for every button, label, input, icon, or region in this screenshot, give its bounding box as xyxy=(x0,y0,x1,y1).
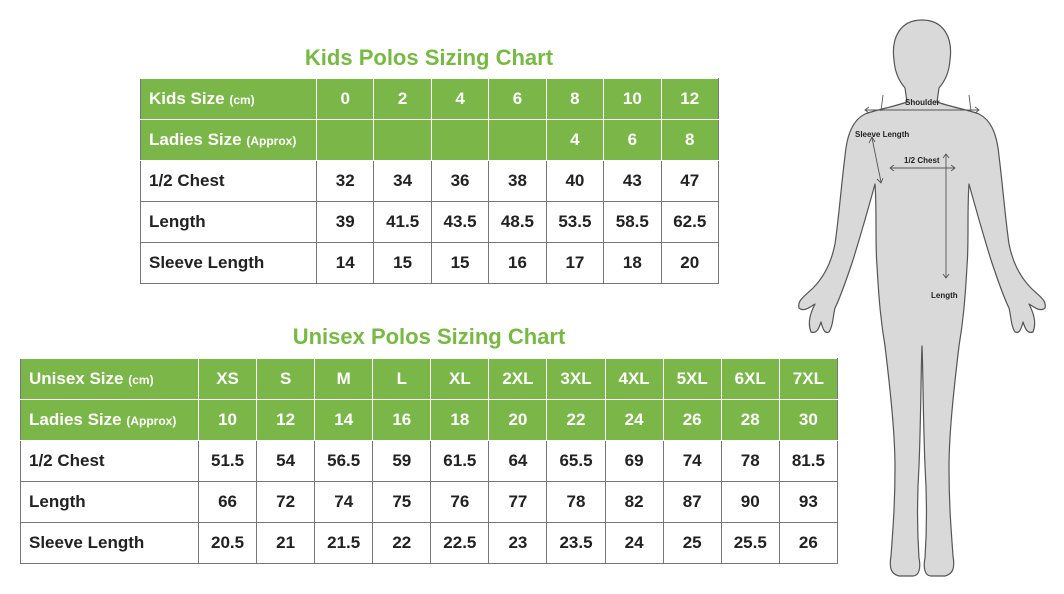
table-cell: 12 xyxy=(257,400,315,441)
table-cell: 43 xyxy=(604,161,661,202)
table-cell: 43.5 xyxy=(431,202,488,243)
table-cell: 34 xyxy=(374,161,431,202)
table-cell: 24 xyxy=(605,523,663,564)
table-cell: S xyxy=(257,359,315,400)
table-row xyxy=(21,359,838,400)
table-cell: 8 xyxy=(661,120,718,161)
table-row xyxy=(21,441,838,482)
table-cell: 23 xyxy=(489,523,547,564)
row-label-unit: (Approx) xyxy=(126,414,177,428)
row-label xyxy=(141,120,317,161)
table-row xyxy=(141,161,719,202)
row-label-text: Length xyxy=(149,212,206,231)
table-cell: 65.5 xyxy=(547,441,605,482)
table-cell: 72 xyxy=(257,482,315,523)
row-label-text: Kids Size xyxy=(149,89,225,108)
table-cell: 2 xyxy=(374,79,431,120)
unisex-sizing-table xyxy=(20,358,838,564)
table-cell: 22.5 xyxy=(431,523,489,564)
table-cell: XL xyxy=(431,359,489,400)
row-label-unit: (cm) xyxy=(128,373,154,387)
row-label xyxy=(21,523,199,564)
table-cell: 74 xyxy=(315,482,373,523)
table-cell: 30 xyxy=(779,400,837,441)
table-cell: 38 xyxy=(489,161,546,202)
table-cell: 20 xyxy=(489,400,547,441)
table-cell: 15 xyxy=(431,243,488,284)
row-label xyxy=(141,161,317,202)
table-cell: 5XL xyxy=(663,359,721,400)
table-cell: 22 xyxy=(547,400,605,441)
table-cell: 3XL xyxy=(547,359,605,400)
table-cell: 59 xyxy=(373,441,431,482)
table-cell: 10 xyxy=(604,79,661,120)
table-cell: 69 xyxy=(605,441,663,482)
table-cell: 12 xyxy=(661,79,718,120)
table-cell: 36 xyxy=(431,161,488,202)
table-cell: 2XL xyxy=(489,359,547,400)
table-cell: 32 xyxy=(317,161,374,202)
table-cell: 78 xyxy=(721,441,779,482)
row-label-unit: (Approx) xyxy=(246,134,297,148)
table-cell: 26 xyxy=(779,523,837,564)
table-cell: 21.5 xyxy=(315,523,373,564)
table-cell: 78 xyxy=(547,482,605,523)
table-cell: 75 xyxy=(373,482,431,523)
kids-chart-title: Kids Polos Sizing Chart xyxy=(304,45,554,70)
row-label-text: Length xyxy=(29,492,86,511)
table-cell: 93 xyxy=(779,482,837,523)
table-cell: 6XL xyxy=(721,359,779,400)
table-cell xyxy=(489,120,546,161)
table-cell: 77 xyxy=(489,482,547,523)
table-cell: 4XL xyxy=(605,359,663,400)
unisex-chart-title: Unisex Polos Sizing Chart xyxy=(292,324,566,349)
table-cell: 16 xyxy=(373,400,431,441)
row-label-text: Sleeve Length xyxy=(149,253,265,272)
table-cell: 25.5 xyxy=(721,523,779,564)
table-cell: 4 xyxy=(546,120,603,161)
table-cell: 20 xyxy=(661,243,718,284)
table-cell: 14 xyxy=(315,400,373,441)
table-cell: 40 xyxy=(546,161,603,202)
table-row xyxy=(21,523,838,564)
row-label xyxy=(21,400,199,441)
row-label-text: Ladies Size xyxy=(29,410,122,429)
table-row xyxy=(141,202,719,243)
table-cell xyxy=(317,120,374,161)
chest-label: 1/2 Chest xyxy=(904,156,940,165)
table-cell: 58.5 xyxy=(604,202,661,243)
table-cell: 39 xyxy=(317,202,374,243)
table-cell: XS xyxy=(199,359,257,400)
table-row xyxy=(21,400,838,441)
table-cell: 24 xyxy=(605,400,663,441)
sleeve-length-label: Sleeve Length xyxy=(855,130,910,139)
row-label xyxy=(21,441,199,482)
table-cell: 28 xyxy=(721,400,779,441)
table-row xyxy=(21,482,838,523)
table-cell xyxy=(431,120,488,161)
table-cell: 18 xyxy=(431,400,489,441)
table-cell: 66 xyxy=(199,482,257,523)
row-label xyxy=(141,202,317,243)
table-cell: 6 xyxy=(604,120,661,161)
row-label xyxy=(21,482,199,523)
row-label xyxy=(141,243,317,284)
table-cell: 47 xyxy=(661,161,718,202)
row-label-text: 1/2 Chest xyxy=(149,171,225,190)
table-row xyxy=(141,79,719,120)
table-cell: 14 xyxy=(317,243,374,284)
table-cell: 64 xyxy=(489,441,547,482)
table-cell: 54 xyxy=(257,441,315,482)
table-cell: 56.5 xyxy=(315,441,373,482)
length-label: Length xyxy=(931,291,958,300)
table-cell: 48.5 xyxy=(489,202,546,243)
table-cell: 8 xyxy=(546,79,603,120)
table-cell: 51.5 xyxy=(199,441,257,482)
table-cell: 74 xyxy=(663,441,721,482)
table-cell: 81.5 xyxy=(779,441,837,482)
table-cell: 87 xyxy=(663,482,721,523)
table-cell: 76 xyxy=(431,482,489,523)
row-label-text: Ladies Size xyxy=(149,130,242,149)
table-cell: 0 xyxy=(317,79,374,120)
row-label-text: Sleeve Length xyxy=(29,533,145,552)
table-cell: 6 xyxy=(489,79,546,120)
table-cell: 17 xyxy=(546,243,603,284)
table-cell: 20.5 xyxy=(199,523,257,564)
table-row xyxy=(141,243,719,284)
table-cell: 62.5 xyxy=(661,202,718,243)
table-cell: 23.5 xyxy=(547,523,605,564)
table-cell: 61.5 xyxy=(431,441,489,482)
table-cell: M xyxy=(315,359,373,400)
kids-sizing-table xyxy=(140,78,719,284)
table-cell: 25 xyxy=(663,523,721,564)
table-cell: 22 xyxy=(373,523,431,564)
body-measurement-diagram xyxy=(795,16,1050,581)
table-cell: 18 xyxy=(604,243,661,284)
table-cell: 16 xyxy=(489,243,546,284)
table-cell: 10 xyxy=(199,400,257,441)
table-cell: 90 xyxy=(721,482,779,523)
row-label xyxy=(21,359,199,400)
row-label-text: Unisex Size xyxy=(29,369,124,388)
table-cell: 15 xyxy=(374,243,431,284)
table-cell: 26 xyxy=(663,400,721,441)
row-label-unit: (cm) xyxy=(229,93,255,107)
table-cell: 41.5 xyxy=(374,202,431,243)
table-cell xyxy=(374,120,431,161)
table-row xyxy=(141,120,719,161)
table-cell: 4 xyxy=(431,79,488,120)
table-cell: 7XL xyxy=(779,359,837,400)
table-cell: 82 xyxy=(605,482,663,523)
table-cell: 21 xyxy=(257,523,315,564)
row-label xyxy=(141,79,317,120)
table-cell: 53.5 xyxy=(546,202,603,243)
table-cell: L xyxy=(373,359,431,400)
row-label-text: 1/2 Chest xyxy=(29,451,105,470)
shoulder-label: Shoulder xyxy=(905,98,940,107)
